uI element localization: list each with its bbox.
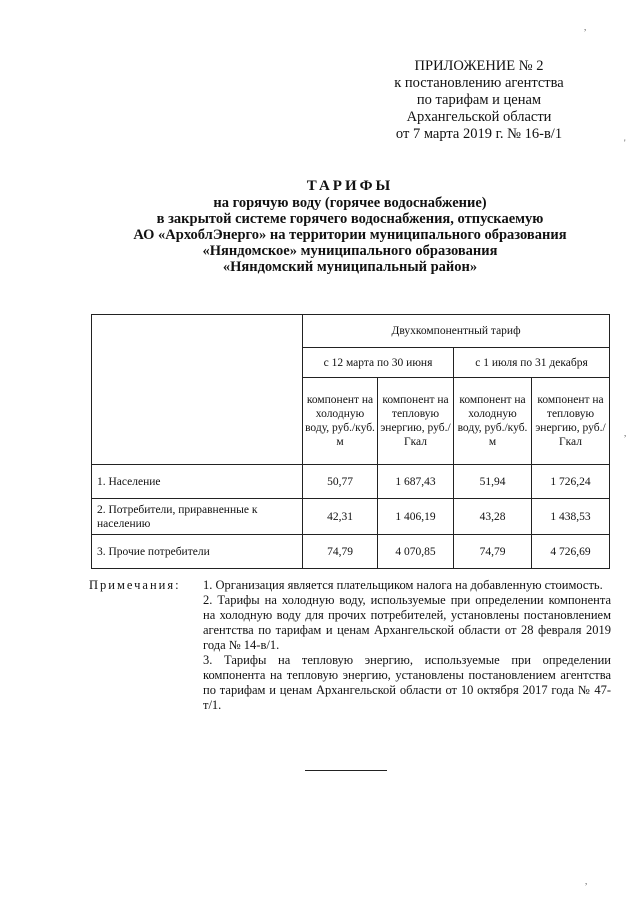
- scan-speck: ': [624, 138, 626, 148]
- note-item: 2. Тарифы на холодную воду, используемые при определении компонента на холодную воду для прочих потребителей, установлены постановлением агентства по тарифам и ценам Архангельской области от 28 февраля 2019 года № 14-в/1.: [203, 593, 611, 652]
- row-label: 1. Население: [92, 465, 303, 499]
- row-label: 2. Потребители, приравненные к населению: [92, 499, 303, 535]
- tariff-type-header: Двухкомпонентный тариф: [303, 315, 610, 348]
- row-label: 3. Прочие потребители: [92, 535, 303, 569]
- note-item: 1. Организация является плательщиком налога на добавленную стоимость.: [203, 578, 603, 592]
- appendix-header: [356, 58, 602, 143]
- component-heat-header: компонент на тепловую энергию, руб./Гкал: [378, 378, 454, 465]
- title-line: в закрытой системе горячего водоснабжения, отпускаемую: [156, 211, 544, 227]
- appendix-line: к постановлению агентства: [394, 75, 564, 91]
- title-heading: ТАРИФЫ: [306, 178, 394, 194]
- appendix-date: от 7 марта 2019 г. № 16-в/1: [395, 126, 563, 142]
- title-line: «Няндомский муниципальный район»: [222, 259, 478, 275]
- value-cell: 1 438,53: [532, 499, 610, 535]
- value-cell: 4 070,85: [378, 535, 454, 569]
- value-cell: 50,77: [303, 465, 378, 499]
- tariff-table: [91, 314, 610, 569]
- table-row: [92, 499, 610, 535]
- value-cell: 4 726,69: [532, 535, 610, 569]
- title-line: АО «АрхоблЭнерго» на территории муниципального образования: [133, 227, 567, 243]
- notes-section: [89, 578, 611, 713]
- end-divider-line: [305, 770, 387, 771]
- appendix-number: ПРИЛОЖЕНИЕ № 2: [414, 58, 544, 74]
- table-corner-cell: [92, 315, 303, 465]
- value-cell: 43,28: [454, 499, 532, 535]
- document-title: [60, 178, 640, 275]
- scan-speck: ,: [584, 22, 587, 32]
- title-line: на горячую воду (горячее водоснабжение): [213, 195, 487, 211]
- notes-label: Примечания:: [89, 578, 181, 592]
- value-cell: 1 406,19: [378, 499, 454, 535]
- appendix-line: по тарифам и ценам: [416, 92, 542, 108]
- value-cell: 1 726,24: [532, 465, 610, 499]
- note-item: 3. Тарифы на тепловую энергию, используемые при определении компонента на тепловую энергию, установлены постановлением агентства по тарифам и ценам Архангельской области от 10 октября 2017 года № 47-т/1.: [203, 653, 611, 712]
- component-cold-header: компонент на холодную воду, руб./куб. м: [303, 378, 378, 465]
- value-cell: 1 687,43: [378, 465, 454, 499]
- value-cell: 51,94: [454, 465, 532, 499]
- scan-speck: ,: [624, 428, 627, 438]
- value-cell: 42,31: [303, 499, 378, 535]
- title-line: «Няндомское» муниципального образования: [202, 243, 498, 259]
- period-header-2: с 1 июля по 31 декабря: [454, 348, 610, 378]
- component-heat-header: компонент на тепловую энергию, руб./Гкал: [532, 378, 610, 465]
- value-cell: 74,79: [303, 535, 378, 569]
- table-row: [92, 535, 610, 569]
- component-cold-header: компонент на холодную воду, руб./куб. м: [454, 378, 532, 465]
- period-header-1: с 12 марта по 30 июня: [303, 348, 454, 378]
- scan-speck: ,: [585, 876, 588, 886]
- table-row: [92, 465, 610, 499]
- appendix-line: Архангельской области: [406, 109, 552, 125]
- value-cell: 74,79: [454, 535, 532, 569]
